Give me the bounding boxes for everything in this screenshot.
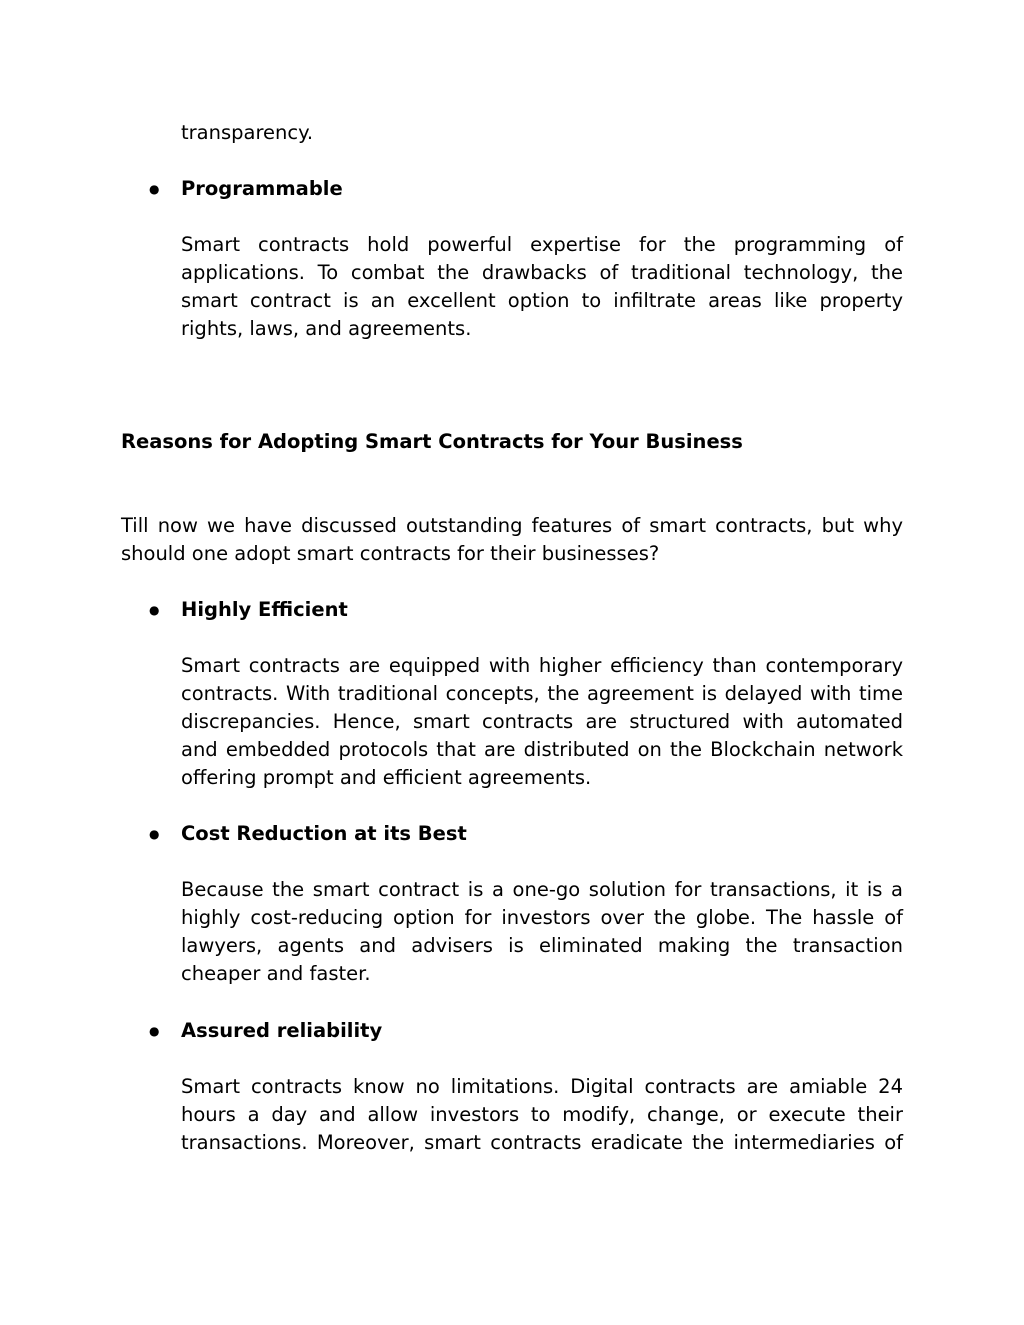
bullet-cost-reduction: [149, 820, 467, 848]
section-heading: Reasons for Adopting Smart Contracts for Your Business: [121, 430, 743, 453]
bullet-icon: ●: [149, 603, 160, 617]
intro-paragraph: Till now we have discussed outstanding features of smart contracts, but why should one adopt smart contracts for their businesses?: [121, 514, 903, 565]
bullet-icon: ●: [149, 1024, 160, 1038]
bullet-assured-reliability: [149, 1017, 382, 1045]
paragraph-cost-reduction: Because the smart contract is a one-go solution for transactions, it is a highly cost-reducing option for investors over the globe. The hassle of lawyers, agents and advisers is eliminated making the transaction cheaper and faster.: [181, 878, 903, 985]
continuation-text: transparency.: [181, 121, 314, 144]
paragraph-highly-efficient: Smart contracts are equipped with higher efficiency than contemporary contracts. With traditional concepts, the agreement is delayed with time discrepancies. Hence, smart contracts are structured with automated and embedded protocols that are distributed on the Blockchain network offering prompt and efficient agreements.: [181, 654, 903, 789]
paragraph-assured-reliability: Smart contracts know no limitations. Digital contracts are amiable 24 hours a day and allow investors to modify, change, or execute their transactions. Moreover, smart contracts eradicate the intermediaries of: [181, 1075, 903, 1154]
bullet-title-assured-reliability: Assured reliability: [181, 1019, 383, 1042]
bullet-highly-efficient: [149, 596, 348, 624]
bullet-title-cost-reduction: Cost Reduction at its Best: [181, 822, 467, 845]
bullet-icon: ●: [149, 182, 160, 196]
bullet-icon: ●: [149, 827, 160, 841]
bullet-title-programmable: Programmable: [181, 177, 343, 200]
bullet-title-highly-efficient: Highly Efficient: [181, 598, 348, 621]
paragraph-programmable: Smart contracts hold powerful expertise for the programming of applications. To combat the drawbacks of traditional technology, the smart contract is an excellent option to infiltrate areas like property rights, laws, and agreements.: [181, 233, 903, 340]
bullet-programmable: [149, 175, 343, 203]
